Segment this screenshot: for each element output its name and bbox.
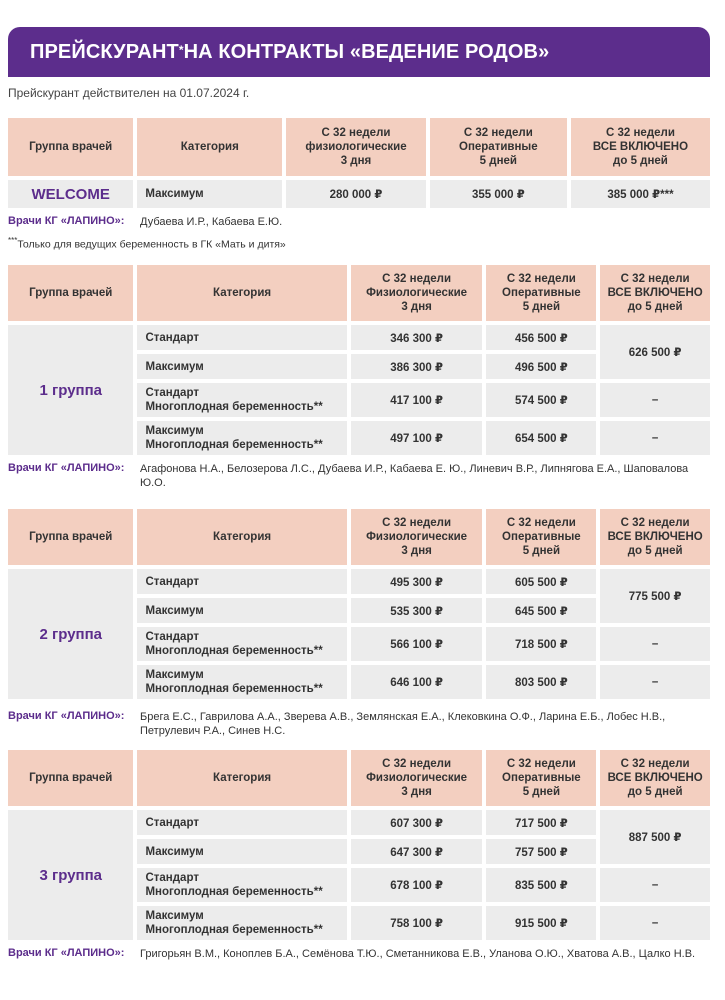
price-operative: 718 500 ₽ — [486, 627, 596, 661]
price-operative: 574 500 ₽ — [486, 383, 596, 417]
header-operative: С 32 недели Оперативные 5 дней — [486, 265, 596, 321]
price-operative: 645 500 ₽ — [486, 598, 596, 623]
header-category: Категория — [137, 750, 346, 806]
doctors-welcome — [8, 215, 710, 229]
table-row — [8, 180, 710, 208]
price-operative: 496 500 ₽ — [486, 354, 596, 379]
price-operative: 605 500 ₽ — [486, 569, 596, 594]
header-category: Категория — [137, 509, 346, 565]
table-row — [8, 569, 710, 594]
price-physiological: 386 300 ₽ — [351, 354, 483, 379]
price-physiological: 497 100 ₽ — [351, 421, 483, 455]
header-group: Группа врачей — [8, 265, 133, 321]
price-physiological: 607 300 ₽ — [351, 810, 483, 835]
price-physiological: 647 300 ₽ — [351, 839, 483, 864]
doctors-group-1 — [8, 462, 710, 490]
price-physiological: 417 100 ₽ — [351, 383, 483, 417]
header-physiological: С 32 недели физиологические 3 дня — [286, 118, 425, 176]
price-operative: 456 500 ₽ — [486, 325, 596, 350]
category: Максимум Многоплодная беременность** — [137, 906, 346, 940]
header-category: Категория — [137, 265, 346, 321]
header-group: Группа врачей — [8, 118, 133, 176]
header-all-inclusive: С 32 недели ВСЕ ВКЛЮЧЕНО до 5 дней — [600, 265, 710, 321]
group-2-price-table — [8, 509, 710, 703]
price-physiological: 535 300 ₽ — [351, 598, 483, 623]
category: Максимум — [137, 598, 346, 623]
header-all-inclusive: С 32 недели ВСЕ ВКЛЮЧЕНО до 5 дней — [600, 509, 710, 565]
table-row — [8, 810, 710, 835]
group-name: 3 группа — [8, 810, 133, 940]
welcome-price-table — [8, 118, 710, 212]
price-physiological: 678 100 ₽ — [351, 868, 483, 902]
category: Максимум Многоплодная беременность** — [137, 665, 346, 699]
table-row — [8, 325, 710, 350]
price-operative: 717 500 ₽ — [486, 810, 596, 835]
price-physiological: 280 000 ₽ — [286, 180, 425, 208]
price-physiological: 346 300 ₽ — [351, 325, 483, 350]
header-group: Группа врачей — [8, 750, 133, 806]
category: Стандарт — [137, 569, 346, 594]
header-operative: С 32 недели Оперативные 5 дней — [486, 750, 596, 806]
price-physiological: 758 100 ₽ — [351, 906, 483, 940]
price-all-inclusive: – — [600, 383, 710, 417]
price-all-inclusive: 626 500 ₽ — [600, 325, 710, 379]
header-operative: С 32 недели Оперативные 5 дней — [430, 118, 567, 176]
price-physiological: 566 100 ₽ — [351, 627, 483, 661]
doctors-label: Врачи КГ «ЛАПИНО»: — [8, 215, 125, 227]
doctors-label: Врачи КГ «ЛАПИНО»: — [8, 947, 125, 959]
price-all-inclusive: – — [600, 627, 710, 661]
category: Стандарт Многоплодная беременность** — [137, 627, 346, 661]
validity-date: Прейскурант действителен на 01.07.2024 г. — [8, 86, 250, 100]
price-all-inclusive: – — [600, 665, 710, 699]
group-3-price-table — [8, 750, 710, 944]
category: Стандарт Многоплодная беременность** — [137, 868, 346, 902]
header-physiological: С 32 недели Физиологические 3 дня — [351, 750, 483, 806]
price-physiological: 646 100 ₽ — [351, 665, 483, 699]
price-all-inclusive: 775 500 ₽ — [600, 569, 710, 623]
price-physiological: 495 300 ₽ — [351, 569, 483, 594]
doctors-group-3 — [8, 947, 710, 961]
header-physiological: С 32 недели Физиологические 3 дня — [351, 265, 483, 321]
price-operative: 835 500 ₽ — [486, 868, 596, 902]
price-all-inclusive: – — [600, 868, 710, 902]
price-all-inclusive: – — [600, 906, 710, 940]
group-name: 1 группа — [8, 325, 133, 455]
doctors-label: Врачи КГ «ЛАПИНО»: — [8, 710, 125, 722]
doctors-list: Брега Е.С., Гаврилова А.А., Зверева А.В., Землянская Е.А., Клековкина О.Ф., Ларина Е.Б., Лобес Н.В., Петрулевич Р.А., Синев Н.С. — [140, 711, 666, 737]
category: Стандарт Многоплодная беременность** — [137, 383, 346, 417]
category: Максимум — [137, 839, 346, 864]
group-name: WELCOME — [8, 180, 133, 208]
price-operative: 803 500 ₽ — [486, 665, 596, 699]
doctors-list: Агафонова Н.А., Белозерова Л.С., Дубаева И.Р., Кабаева Е. Ю., Линевич В.Р., Липнягова Е.А., Шаповалова Ю.О. — [140, 463, 689, 489]
doctors-group-2 — [8, 710, 710, 738]
header-category: Категория — [137, 118, 282, 176]
group-1-price-table — [8, 265, 710, 459]
price-all-inclusive: 887 500 ₽ — [600, 810, 710, 864]
price-operative: 355 000 ₽ — [430, 180, 567, 208]
group-name: 2 группа — [8, 569, 133, 699]
header-all-inclusive: С 32 недели ВСЕ ВКЛЮЧЕНО до 5 дней — [600, 750, 710, 806]
doctors-label: Врачи КГ «ЛАПИНО»: — [8, 462, 125, 474]
header-physiological: С 32 недели Физиологические 3 дня — [351, 509, 483, 565]
header-all-inclusive: С 32 недели ВСЕ ВКЛЮЧЕНО до 5 дней — [571, 118, 710, 176]
doctors-list: Григорьян В.М., Коноплев Б.А., Семёнова Т.Ю., Сметанникова Е.В., Уланова О.Ю., Хватова А.В., Цалко Н.В. — [140, 948, 696, 960]
category: Максимум — [137, 180, 282, 208]
price-operative: 915 500 ₽ — [486, 906, 596, 940]
category: Максимум — [137, 354, 346, 379]
footnote: ***Только для ведущих беременность в ГК «Мать и дитя» — [8, 236, 286, 251]
page-title: ПРЕЙСКУРАНТ * НА КОНТРАКТЫ «ВЕДЕНИЕ РОДОВ» — [8, 27, 710, 77]
header-group: Группа врачей — [8, 509, 133, 565]
price-operative: 654 500 ₽ — [486, 421, 596, 455]
doctors-list: Дубаева И.Р., Кабаева Е.Ю. — [140, 216, 283, 228]
category: Стандарт — [137, 810, 346, 835]
price-all-inclusive: – — [600, 421, 710, 455]
price-all-inclusive: 385 000 ₽*** — [571, 180, 710, 208]
header-operative: С 32 недели Оперативные 5 дней — [486, 509, 596, 565]
category: Максимум Многоплодная беременность** — [137, 421, 346, 455]
category: Стандарт — [137, 325, 346, 350]
price-operative: 757 500 ₽ — [486, 839, 596, 864]
